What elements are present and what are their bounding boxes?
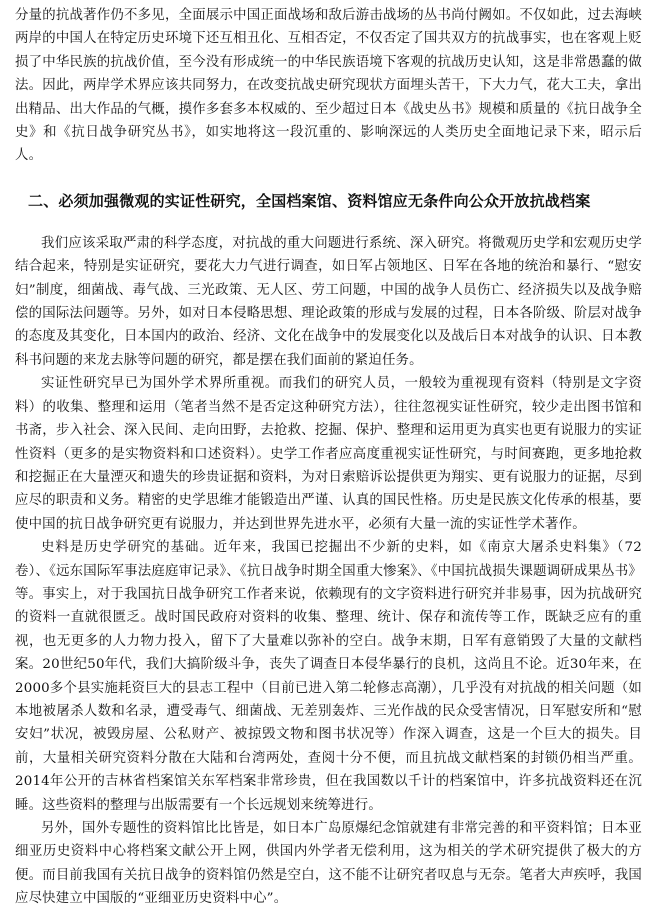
paragraph-4: 另外，国外专题性的资料馆比比皆是，如日本广岛原爆纪念馆就建有非常完善的和平资料馆；日本亚细亚历史资料中心将档案文献公开上网，供国内外学者无偿利用，这为相关的学术研究提供了极大的方便。而目前我国有关抗日战争的资料馆仍然是空白，这不能不让研究者叹息与无奈。笔者大声疾呼，我国应尽快建立中国版的“亚细亚历史资料中心”。 bbox=[15, 821, 642, 907]
section-heading: 二、必须加强微观的实证性研究，全国档案馆、资料馆应无条件向公众开放抗战档案 bbox=[28, 191, 591, 210]
paragraph-1: 我们应该采取严肃的科学态度，对抗战的重大问题进行系统、深入研究。将微观历史学和宏观历史学结合起来，特别是实证研究，要花大力气进行调查，如日军占领地区、日军在各地的统治和暴行、“慰安妇”制度，细菌战、毒气战、三光政策、无人区、劳工问题，中国的战争人员伤亡、经济损失以及战争赔偿的国际法问题等。另外，如对日本侵略思想、理论政策的形成与发展的过程，日本各阶级、阶层对战争的态度及其变化，日本国内的政治、经济、文化在战争中的发展变化以及战后日本对战争的认识、日本教科书问题的来龙去脉等问题的研究，都是摆在我们面前的紧迫任务。 bbox=[15, 235, 642, 368]
paragraph-3: 史料是历史学研究的基础。近年来，我国已挖掘出不少新的史料，如《南京大屠杀史料集》（72卷）、《远东国际军事法庭庭审记录》、《抗日战争时期全国重大惨案》、《中国抗战损失课题调研成果丛书》等。事实上，对于我国抗日战争研究工作者来说，依赖现有的文字资料进行研究并非易事，因为抗战研究的资料一直就很匮乏。战时国民政府对资料的收集、整理、统计、保存和流传等工作，既缺乏应有的重视，也无更多的人力物力投入，留下了大量难以弥补的空白。战争末期，日军有意销毁了大量的文献档案。20世纪50年代，我们大搞阶级斗争，丧失了调查日本侵华暴行的良机，这尚且不论。近30年来，在2000多个县实施耗资巨大的县志工程中（目前已进入第二轮修志高潮），几乎没有对抗战的相关问题（如本地被屠杀人数和名录，遭受毒气、细菌战、无差别轰炸、三光作战的民众受害情况，日军慰安所和“慰安妇”状况，被毁房屋、公私财产、被掠毁文物和图书状况等）作深入调查，这是一个巨大的损失。目前，大量相关研究资料分散在大陆和台湾两处，查阅十分不便，而且抗战文献档案的封锁仍相当严重。2014年公开的吉林省档案馆关东军档案非常珍贵，但在我国数以千计的档案馆中，许多抗战资料还在沉睡。这些资料的整理与出版需要有一个长远规划来统筹进行。 bbox=[15, 540, 642, 813]
paragraph-intro: 分量的抗战著作仍不多见，全面展示中国正面战场和敌后游击战场的丛书尚付阙如。不仅如此，过去海峡两岸的中国人在特定历史环境下还互相丑化、互相否定，不仅否定了国共双方的抗战事实，也在客观上贬损了中华民族的抗战价值，至今没有形成统一的中华民族语境下客观的抗战历史认知，这是非常愚蠢的做法。因此，两岸学术界应该共同努力，在改变抗战史研究现状方面埋头苦干，下大力气，花大工夫，拿出出精品、出大作品的气概，摸作多套多本权威的、至少超过日本《战史丛书》规模和质量的《抗日战争全史》和《抗日战争研究丛书》，如实地将这一段沉重的、影响深远的人类历史全面地记录下来，昭示后人。 bbox=[15, 8, 642, 164]
paragraph-2: 实证性研究早已为国外学术界所重视。而我们的研究人员，一般较为重视现有资料（特别是文字资料）的收集、整理和运用（笔者当然不是否定这种研究方法），往往忽视实证性研究，较少走出图书馆和书斋，步入社会、深入民间、走向田野，去抢救、挖掘、保护、整理和运用更为真实也更有说服力的实证性资料（更多的是实物资料和口述资料）。史学工作者应高度重视实证性研究，与时间赛跑，更多地抢救和挖掘正在大量湮灭和遗失的珍贵证据和资料，为对日索赔诉讼提供更为翔实、更有说服力的证据，尽到应尽的职责和义务。精密的史学思维才能锻造出严谨、认真的国民性格。历史是民族文化传承的根基，要使中国的抗日战争研究更有说服力，并达到世界先进水平，必须有大量一流的实证性学术著作。 bbox=[15, 376, 642, 532]
